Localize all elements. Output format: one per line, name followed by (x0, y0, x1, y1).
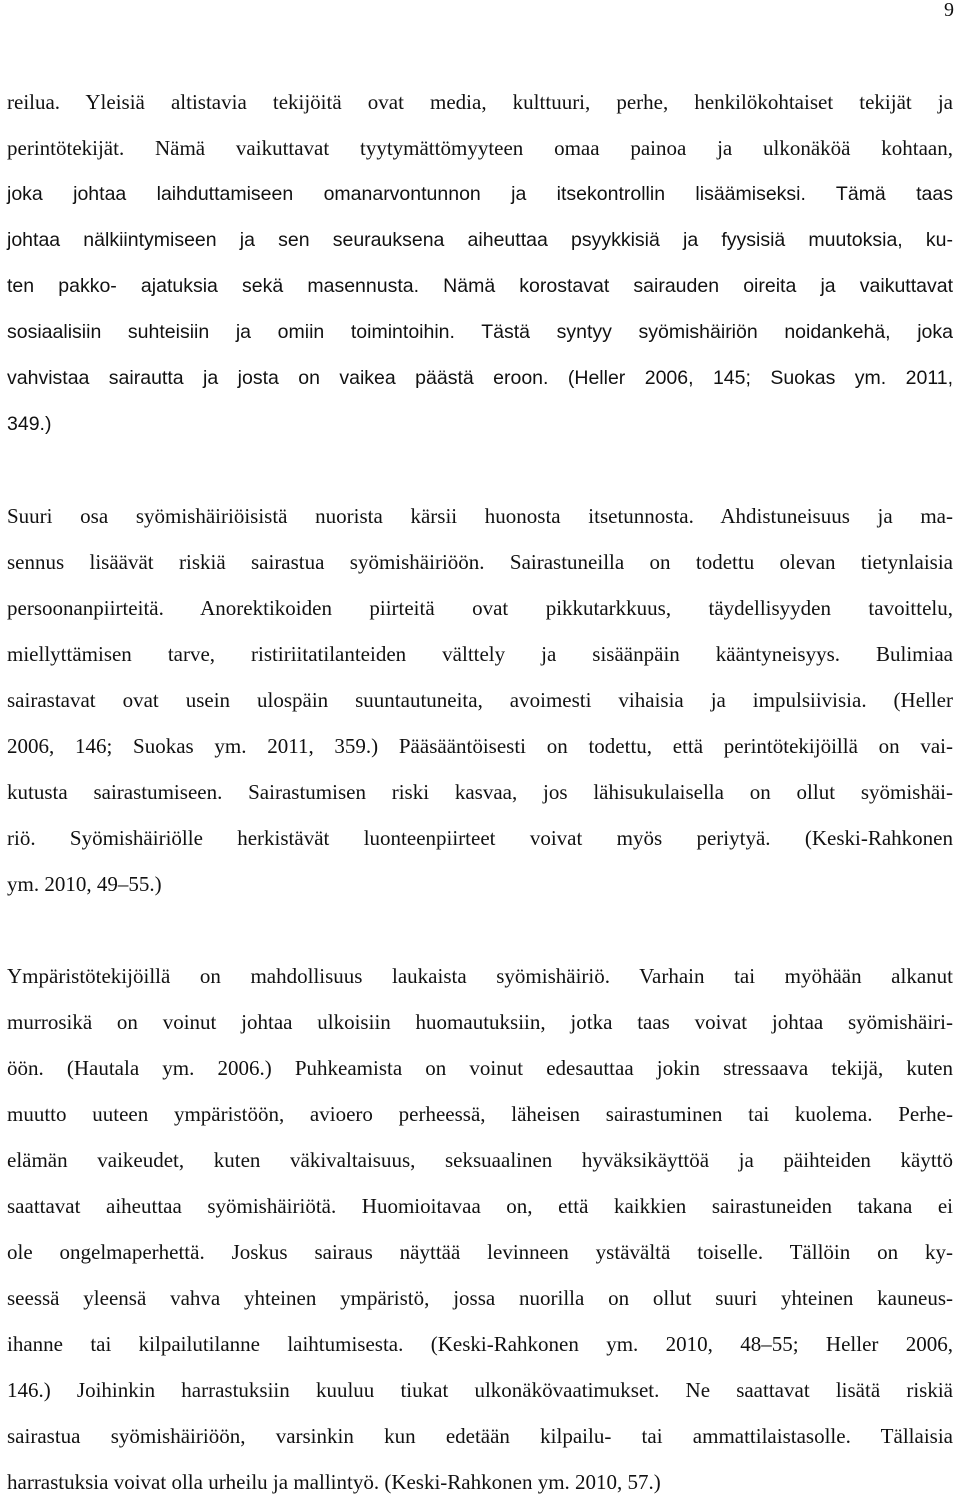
text-line: vahvistaa sairautta ja josta on vaikea päästä eroon. (Heller 2006, 145; Suokas ym. 2011, (7, 367, 953, 389)
text-line: sennus lisäävät riskiä sairastua syömishäiriöön. Sairastuneilla on todettu olevan tietynlaisia (7, 550, 953, 574)
text-line: ten pakko- ajatuksia sekä masennusta. Nämä korostavat sairauden oireita ja vaikuttavat (7, 275, 953, 297)
text-line: reilua. Yleisiä altistavia tekijöitä ovat media, kulttuuri, perhe, henkilökohtaiset tekijät ja (7, 90, 953, 114)
text-line: elämän vaikeudet, kuten väkivaltaisuus, seksuaalinen hyväksikäyttöä ja päihteiden käyttö (7, 1148, 953, 1172)
text-line: 146.) Joihinkin harrastuksiin kuuluu tiukat ulkonäkövaatimukset. Ne saattavat lisätä riskiä (7, 1378, 953, 1402)
paragraph-2 (7, 493, 953, 907)
text-line: joka johtaa laihduttamiseen omanarvontunnon ja itsekontrollin lisäämiseksi. Tämä taas (7, 183, 953, 205)
text-line: Ympäristötekijöillä on mahdollisuus laukaista syömishäiriö. Varhain tai myöhään alkanut (7, 964, 953, 988)
text-line: ole ongelmaperhettä. Joskus sairaus näyttää levinneen ystävältä toiselle. Tällöin on ky- (7, 1240, 953, 1264)
text-line: ihanne tai kilpailutilanne laihtumisesta. (Keski-Rahkonen ym. 2010, 48–55; Heller 2006, (7, 1332, 953, 1356)
text-line: sairastua syömishäiriöön, varsinkin kun edetään kilpailu- tai ammattilaistasolle. Tällaisia (7, 1424, 953, 1448)
paragraph-3 (7, 953, 953, 1505)
text-line: persoonanpiirteitä. Anorektikoiden piirteitä ovat pikkutarkkuus, täydellisyyden tavoittelu, (7, 596, 953, 620)
text-line: murrosikä on voinut johtaa ulkoisiin huomautuksiin, jotka taas voivat johtaa syömishäiri- (7, 1010, 953, 1034)
text-line: sairastavat ovat usein ulospäin suuntautuneita, avoimesti vihaisia ja impulsiivisia. (Heller (7, 688, 953, 712)
text-line: johtaa nälkiintymiseen ja sen seurauksena aiheuttaa psyykkisiä ja fyysisiä muutoksia, ku- (7, 229, 953, 251)
paragraph-1 (7, 79, 953, 447)
text-line: miellyttämisen tarve, ristiriitatilanteiden välttely ja sisäänpäin kääntyneisyys. Bulimiaa (7, 642, 953, 666)
text-line: perintötekijät. Nämä vaikuttavat tyytymättömyyteen omaa painoa ja ulkonäköä kohtaan, (7, 136, 953, 160)
text-line: ym. 2010, 49–55.) (7, 872, 162, 896)
text-line: 2006, 146; Suokas ym. 2011, 359.) Pääsääntöisesti on todettu, että perintötekijöillä on vai- (7, 734, 953, 758)
page-number: 9 (944, 0, 954, 21)
text-line: 349.) (7, 413, 52, 435)
text-line: seessä yleensä vahva yhteinen ympäristö, jossa nuorilla on ollut suuri yhteinen kauneus- (7, 1286, 953, 1310)
body-text (7, 79, 953, 1505)
text-line: kutusta sairastumiseen. Sairastumisen riski kasvaa, jos lähisukulaisella on ollut syömishäi- (7, 780, 953, 804)
text-line: sosiaalisiin suhteisiin ja omiin toimintoihin. Tästä syntyy syömishäiriön noidankehä, joka (7, 321, 953, 343)
text-line: muutto uuteen ympäristöön, avioero perheessä, läheisen sairastuminen tai kuolema. Perhe- (7, 1102, 953, 1126)
text-line: öön. (Hautala ym. 2006.) Puhkeamista on voinut edesauttaa jokin stressaava tekijä, kuten (7, 1056, 953, 1080)
text-line: Suuri osa syömishäiriöisistä nuorista kärsii huonosta itsetunnosta. Ahdistuneisuus ja ma- (7, 504, 953, 528)
text-line: riö. Syömishäiriölle herkistävät luonteenpiirteet voivat myös periytyä. (Keski-Rahkonen (7, 826, 953, 850)
text-line: harrastuksia voivat olla urheilu ja mallintyö. (Keski-Rahkonen ym. 2010, 57.) (7, 1470, 661, 1494)
text-line: saattavat aiheuttaa syömishäiriötä. Huomioitavaa on, että kaikkien sairastuneiden takana ei (7, 1194, 953, 1218)
